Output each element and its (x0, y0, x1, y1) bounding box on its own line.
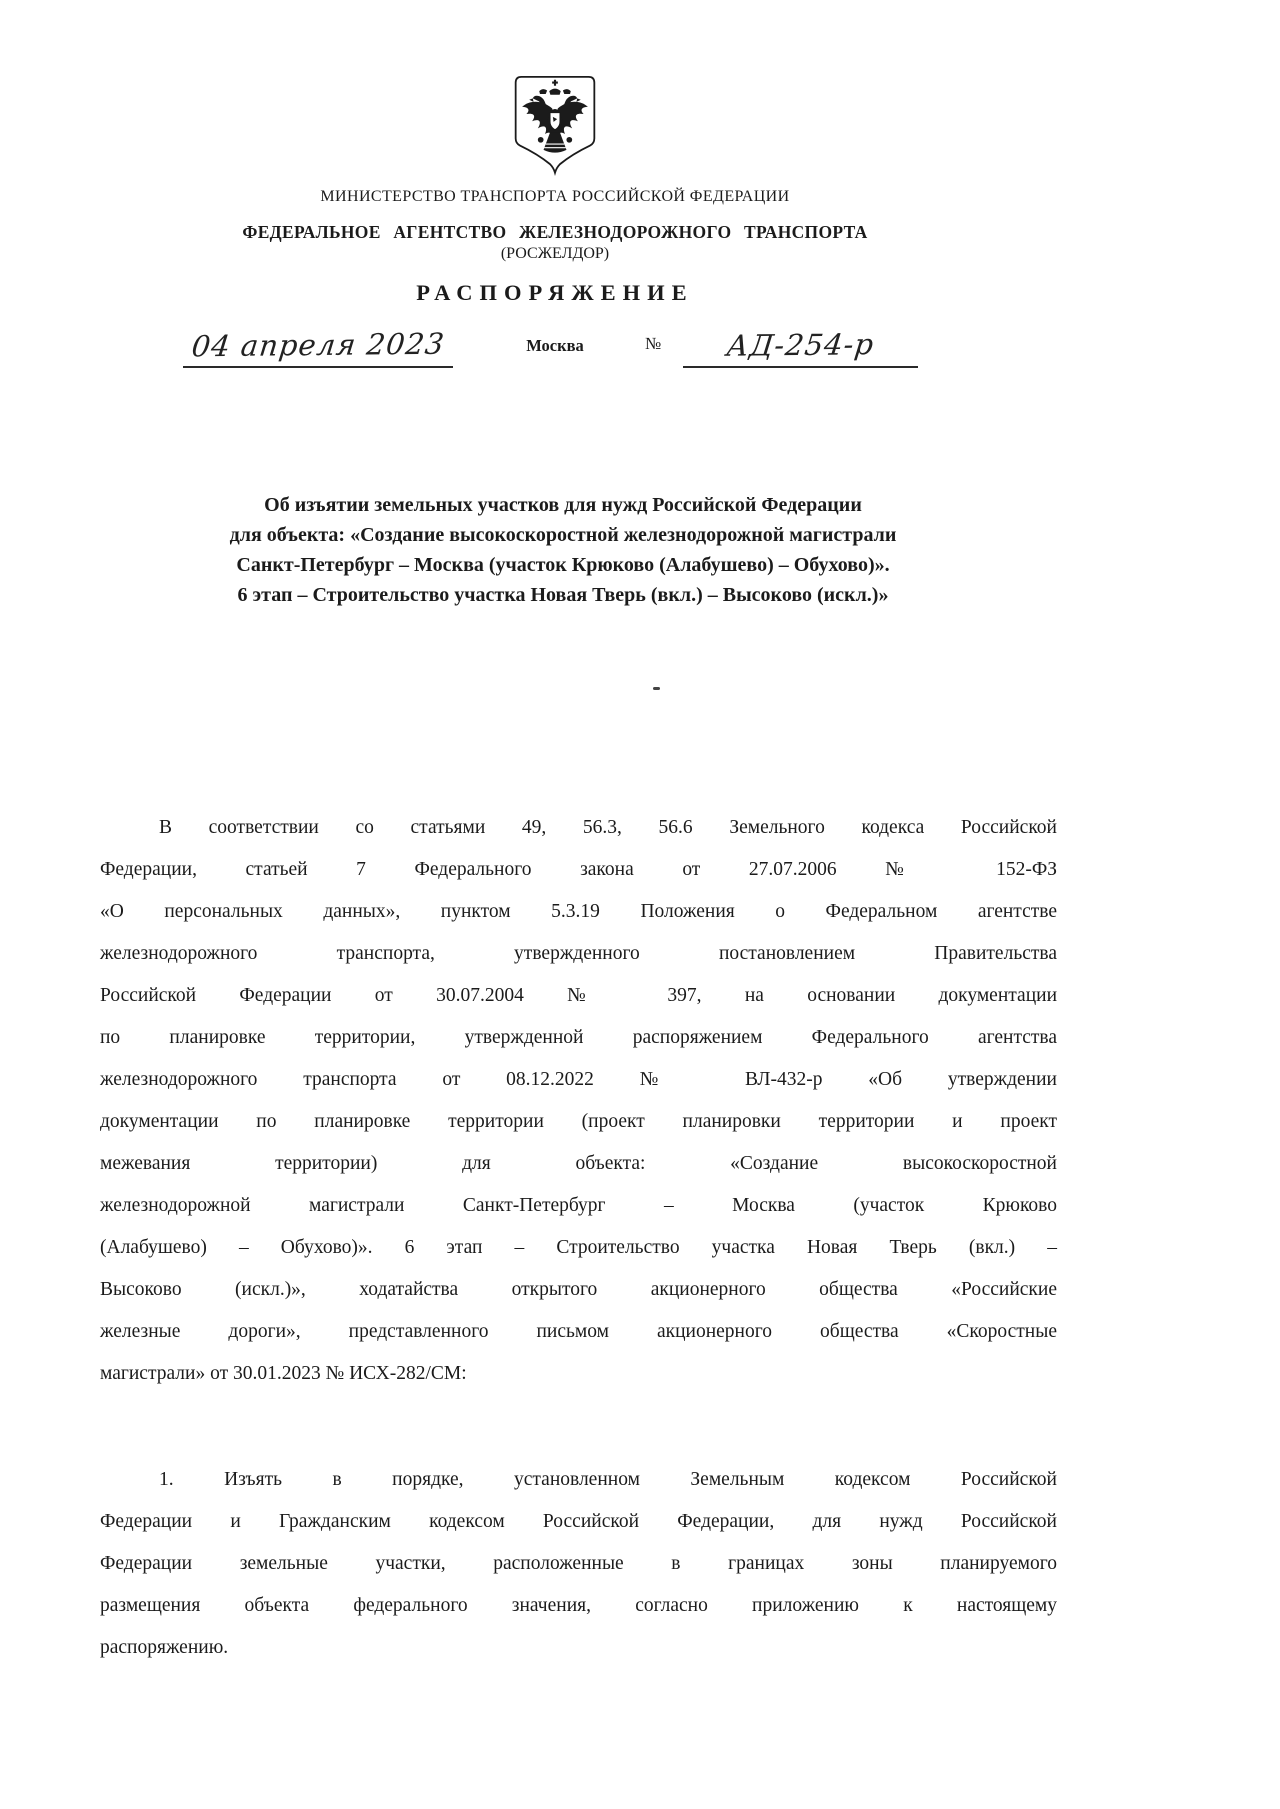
handwritten-date: 04 апреля 2023 (189, 326, 447, 364)
scan-speck (653, 687, 660, 690)
paragraph-item-1 (100, 1459, 1057, 1669)
text-line: Федерации и Гражданским кодексом Российской Федерации, для нужд Российской (100, 1511, 1057, 1532)
text-line: Российской Федерации от 30.07.2004 № 397, на основании документации (100, 985, 1057, 1006)
title-line: 6 этап – Строительство участка Новая Тверь (вкл.) – Высоково (искл.)» (237, 584, 889, 606)
text-line: железные дороги», представленного письмом акционерного общества «Скоростные (100, 1321, 1057, 1342)
text-line: размещения объекта федерального значения, согласно приложению к настоящему (100, 1595, 1057, 1616)
ministry-name: МИНИСТЕРСТВО ТРАНСПОРТА РОССИЙСКОЙ ФЕДЕРАЦИИ (320, 188, 790, 205)
text-line: Федерации земельные участки, расположенные в границах зоны планируемого (100, 1553, 1057, 1574)
text-line: В соответствии со статьями 49, 56.3, 56.6 Земельного кодекса Российской (159, 817, 1057, 838)
text-line: распоряжению. (100, 1637, 229, 1658)
date-field (183, 326, 453, 368)
agency-name: ФЕДЕРАЛЬНОЕ АГЕНТСТВО ЖЕЛЕЗНОДОРОЖНОГО ТРАНСПОРТА (242, 222, 868, 242)
text-line: (Алабушево) – Обухово)». 6 этап – Строительство участка Новая Тверь (вкл.) – (100, 1237, 1057, 1258)
text-line: по планировке территории, утвержденной распоряжением Федерального агентства (100, 1027, 1057, 1048)
text-line: железнодорожного транспорта от 08.12.2022 № ВЛ-432-р «Об утверждении (100, 1069, 1057, 1090)
russia-coat-of-arms-icon (75, 74, 1035, 177)
text-line: 1. Изъять в порядке, установленном Земельным кодексом Российской (159, 1469, 1057, 1490)
number-field (683, 326, 918, 368)
number-sign: № (645, 334, 662, 353)
title-line: для объекта: «Создание высокоскоростной железнодорожной магистрали (229, 524, 897, 546)
city-label: Москва (526, 336, 584, 355)
document-body (100, 807, 1057, 1669)
text-line: Высоково (искл.)», ходатайства открытого акционерного общества «Российские (100, 1279, 1057, 1300)
title-line: Санкт-Петербург – Москва (участок Крюково (Алабушево) – Обухово)». (236, 554, 890, 576)
agency-short-name: (РОСЖЕЛДОР) (500, 245, 610, 262)
letterhead (75, 0, 1035, 306)
text-line: документации по планировке территории (проект планировки территории и проект (100, 1111, 1057, 1132)
text-line: «О персональных данных», пунктом 5.3.19 Положения о Федеральном агентстве (100, 901, 1057, 922)
text-line: железнодорожной магистрали Санкт-Петербург – Москва (участок Крюково (100, 1195, 1057, 1216)
document-type-heading: РАСПОРЯЖЕНИЕ (416, 280, 694, 305)
text-line: железнодорожного транспорта, утвержденного постановлением Правительства (100, 943, 1057, 964)
handwritten-number: АД-254-р (724, 327, 877, 363)
text-line: магистрали» от 30.01.2023 № ИСХ-282/СМ: (100, 1363, 467, 1384)
text-line: межевания территории) для объекта: «Создание высокоскоростной (100, 1153, 1057, 1174)
title-line: Об изъятии земельных участков для нужд Российской Федерации (264, 494, 862, 516)
document-title (88, 490, 1038, 610)
text-line: Федерации, статьей 7 Федерального закона от 27.07.2006 № 152-ФЗ (100, 859, 1057, 880)
paragraph-preamble (100, 807, 1057, 1395)
requisites-row (0, 306, 1280, 402)
